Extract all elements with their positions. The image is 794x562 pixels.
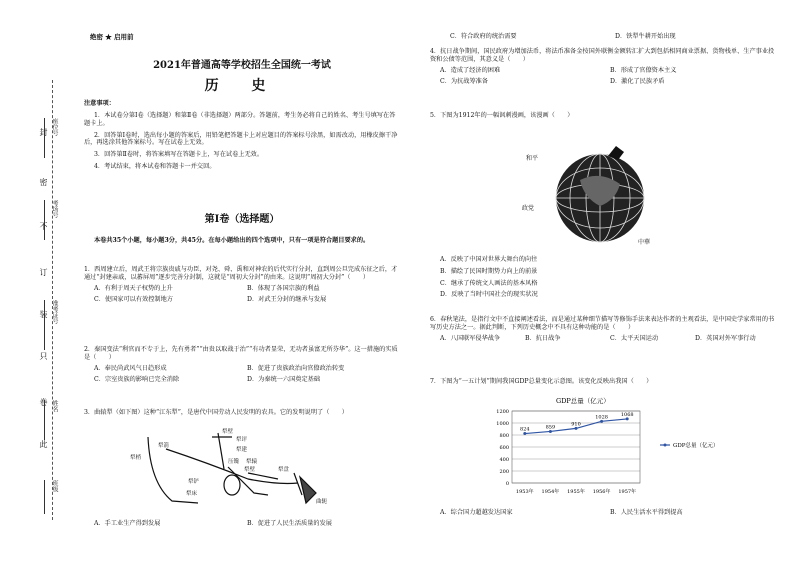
question-7 (430, 378, 780, 389)
y-tick-label: 400 (499, 457, 509, 463)
gdp-line-chart (486, 393, 736, 499)
question-stem: 3．曲辕犁（如下图）这种“江东犁”，是唐代中国劳动人民发明的农具。它的发明说明了（ ） (84, 409, 348, 416)
question-stem: 7．下图为“一五计划”期间我国GDP总量变化示意图。该变化反映出我国（ ） (430, 378, 653, 385)
x-tick-label: 1957年 (618, 489, 637, 495)
binding-margin (0, 0, 70, 562)
question-stem: 6．春秋笔法，是指行文中不直接阐述看法，而是通过某种细节描写等修饰手法来表达作者的主观看法，是中国史学家常用的书写历史方法之一。据此判断，下列历史概念中不具有这种功能的是（ ） (430, 316, 775, 331)
y-tick-label: 0 (505, 481, 509, 487)
plough-label: 曲轭 (316, 499, 328, 505)
cartoon-label: 和平 (526, 155, 539, 162)
curved-plough-diagram (128, 423, 338, 515)
option-a[interactable]: A．手工业生产得到发展 (94, 520, 161, 527)
plough-label: 压镵 (228, 459, 240, 465)
option-b[interactable]: B．促进了贵族政治向官僚政治转变 (247, 364, 345, 372)
plough-label: 犁盘 (278, 467, 290, 473)
option-d[interactable]: D．反映了当时中国社会的现实状况 (440, 291, 538, 299)
seal-char: 装 (39, 310, 48, 318)
y-tick-label: 800 (499, 433, 509, 439)
option-b[interactable]: B．人民生活水平得到提高 (610, 509, 683, 516)
option-c[interactable]: C．使国家可以有效控制地方 (94, 296, 173, 304)
x-tick-label: 1953年 (515, 489, 534, 495)
notice-item: 2．回答第Ⅰ卷时，选出每小题的答案后，用铅笔把答题卡上对应题目的答案标号涂黑，如需改动，用橡皮擦干净后，再选涂其他答案标号。写在试卷上无效。 (84, 131, 398, 147)
section-title: 第Ⅰ卷（选择题） (204, 214, 280, 225)
question-5-options (430, 256, 780, 299)
option-d[interactable]: D．为秦统一六国奠定基础 (247, 376, 321, 384)
notice-item: 1．本试卷分第Ⅰ卷（选择题）和第Ⅱ卷（非选择题）两部分。答题前，考生务必将自己的姓名、考生号填写在答题卡上。 (84, 112, 396, 127)
notice-heading: 注意事项： (84, 100, 115, 107)
question-3-options-cont (440, 33, 780, 41)
plough-label: 犁床 (186, 491, 198, 497)
option-c[interactable]: C．太平天国运动 (610, 334, 659, 342)
option-b[interactable]: B．抗日战争 (525, 334, 561, 342)
seal-char: 订 (39, 268, 48, 276)
secret-mark: 绝密 ★ 启用前 (90, 33, 134, 41)
section-intro: 本卷共35个小题，每小题3分，共45分。在每小题给出的四个选项中，只有一项是符合题目要求的。 (94, 237, 370, 244)
question-4 (430, 48, 780, 86)
seal-char: 密 (39, 178, 48, 186)
option-d[interactable]: D．激化了民族矛盾 (610, 78, 665, 86)
seal-char: 不 (39, 222, 48, 230)
notice-list (84, 112, 400, 175)
x-tick-label: 1955年 (567, 489, 585, 495)
y-tick-label: 600 (499, 445, 509, 451)
legend-marker (664, 444, 667, 447)
class-field[interactable]: 班级 (44, 480, 58, 514)
option-c[interactable]: C．继承了传统文人画法的基本风格 (440, 279, 538, 287)
seat-number-field[interactable]: 座位号 (44, 118, 58, 158)
name-field[interactable]: 姓名 (44, 400, 58, 440)
question-stem: 2．秦国变法“利官而不专于上，先有勇者”“由贵以取战于治”“有功者显荣，无功者虽富无所芬华”。这一措施的实质是（ ） (84, 346, 398, 361)
data-label: 859 (545, 424, 556, 431)
plough-label: 犁辕 (246, 459, 258, 465)
exam-room-field[interactable]: 考场号 (44, 200, 58, 240)
option-b[interactable]: B．促进了人民生活质量的发展 (247, 520, 332, 527)
question-3-options (84, 520, 400, 528)
option-d[interactable]: D．英国对外军事行动 (695, 334, 756, 342)
question-6 (430, 316, 780, 342)
option-d[interactable]: D．对武王分封的继承与发展 (247, 296, 327, 304)
plough-label: 犁壁 (222, 429, 234, 435)
data-label: 824 (520, 426, 530, 433)
exam-title: 2021年普通高等学校招生全国统一考试 (153, 60, 331, 71)
option-b[interactable]: B．体现了各国宗族的利益 (247, 284, 320, 292)
option-c[interactable]: C．为抗战筹准备 (440, 78, 489, 86)
cartoon-globe-image (520, 140, 670, 250)
option-a[interactable]: A．奉民尚武风气日趋形成 (94, 364, 167, 372)
subject-title: 历 史 (204, 78, 280, 94)
x-tick-label: 1954年 (541, 489, 560, 495)
option-d[interactable]: D．铁犁牛耕开始出现 (615, 33, 676, 40)
question-5 (430, 112, 780, 123)
seal-char: 此 (39, 440, 48, 448)
plough-label: 犁壁 (244, 467, 256, 473)
x-tick-label: 1956年 (592, 489, 611, 495)
option-a[interactable]: A．综合国力超越发达国家 (440, 509, 513, 516)
option-c[interactable]: C．宗室贵族的影响已完全消除 (94, 376, 180, 384)
question-stem: 1．西周建立后，周武王将宗族贵戚与功臣，对尧、舜、禹和对神农的后代实行分封，直到周公旦完成东征之后，才通过“封建亲戚，以蕃屏周”逐步完善分封制，这就是“周初大分封”的由来。这说明“周初大分封”（ ） (84, 266, 398, 281)
y-tick-label: 200 (499, 469, 509, 475)
question-stem: 4．抗日战争期间，国民政府为增加法币，将法币准备金按国外联衡金额转汇扩大到包括相同商业票据、货物栈单、生产事业投资和公债等范围，其意义是（ ） (430, 48, 775, 63)
notice-item: 4．考试结束，将本试卷和答题卡一并交回。 (94, 162, 216, 170)
y-tick-label: 1200 (496, 409, 509, 415)
notice-item: 3．回答第Ⅱ卷时，将答案填写在答题卡上，写在试卷上无效。 (94, 151, 264, 158)
seal-char: 只 (39, 352, 48, 360)
plough-label: 犁梢 (130, 455, 142, 461)
cartoon-label: 中華 (638, 239, 651, 246)
option-a[interactable]: A．八国联军侵华战争 (440, 334, 501, 342)
legend-label: GDP总量（亿元） (673, 443, 719, 449)
plough-label: 犁评 (236, 437, 248, 443)
option-a[interactable]: A．造成了经济的困难 (440, 66, 501, 74)
y-tick-label: 1000 (496, 421, 509, 427)
question-3 (84, 409, 400, 420)
exam-id-field[interactable]: 准考证号 (44, 300, 58, 350)
plough-label: 犁铲 (188, 479, 200, 485)
question-1 (84, 266, 400, 304)
data-label: 1028 (595, 414, 608, 421)
seal-char: 封 (39, 128, 48, 136)
cartoon-label: 政党 (522, 205, 535, 212)
data-label: 910 (571, 421, 581, 428)
option-c[interactable]: C．符合政府的统治需要 (450, 33, 517, 40)
question-7-options (430, 509, 780, 517)
chart-title: GDP总量（亿元） (556, 397, 610, 405)
question-2 (84, 346, 400, 384)
option-a[interactable]: A．反映了中国对世界大舞台的向往 (440, 256, 538, 263)
seal-char: 卷 (39, 398, 48, 406)
data-label: 1068 (620, 411, 634, 418)
plough-label: 犁箭 (158, 443, 170, 449)
option-a[interactable]: A．有利于周天子权势的上升 (94, 284, 173, 292)
question-stem: 5．下图为1912年的一幅讽刺漫画，该漫画（ ） (430, 112, 574, 119)
plough-label: 犁建 (236, 447, 248, 453)
option-b[interactable]: B．描绘了民国时期势力向上的前景 (440, 267, 538, 275)
option-b[interactable]: B．形成了官僚资本主义 (610, 66, 677, 74)
